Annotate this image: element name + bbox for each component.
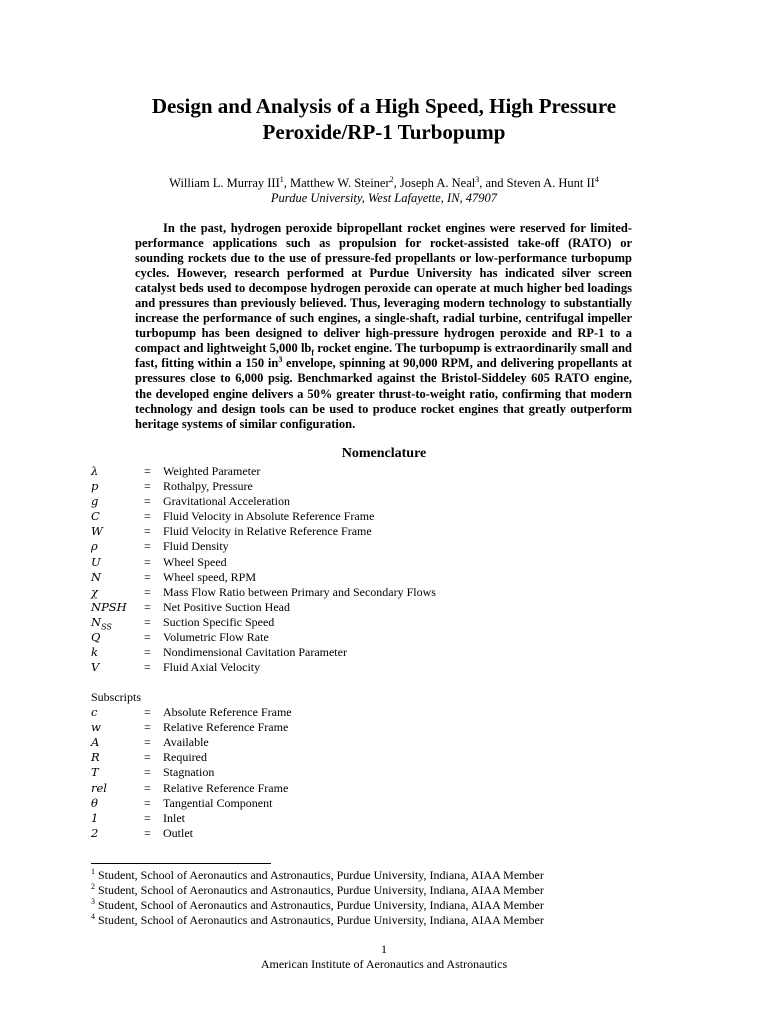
symbol [91,464,98,479]
footnote [91,913,544,928]
title-line-1: Design and Analysis of a High Speed, High Pressure [151,94,617,118]
definition: Wheel speed, RPM [163,569,256,584]
equals-sign: = [144,765,151,780]
footnotes [91,868,544,928]
equals-sign: = [144,720,151,735]
definition: Rothalpy, Pressure [163,479,253,494]
equals-sign: = [144,524,151,539]
nomenclature-row [91,555,631,570]
symbol-text: Q [91,630,101,645]
symbol [91,735,99,750]
author-footnote-mark: 4 [594,174,599,184]
abstract [135,221,632,432]
footnote [91,898,544,913]
abstract-text: envelope, spinning at 90,000 RPM, and delivering propellants at pressures close to 6,000 psig. Benchmarked against the Bristol-Siddeley 605 RATO engine, the developed engine delivers a 50% greater thrust-to-weight ratio, confirming that modern technology and design tools can be used to produce rocket engines that greatly outperform heritage systems of similar configuration. [135,356,632,431]
author-name: , Joseph A. Neal [393,176,476,190]
equals-sign: = [144,810,151,825]
symbol [91,796,98,811]
nomenclature-row [91,750,631,765]
definition: Wheel Speed [163,554,227,569]
abstract-subscript: f [311,348,315,358]
nomenclature-row [91,705,631,720]
page-number: 1 [381,942,387,956]
definition: Weighted Parameter [163,464,261,478]
nomenclature-row [91,811,631,826]
definition: Fluid Velocity in Absolute Reference Frame [163,509,375,524]
definition: Inlet [163,810,185,825]
symbol [91,570,101,585]
nomenclature-row [91,826,631,841]
author-list [0,176,768,191]
footnote-text: Student, School of Aeronautics and Astronautics, Purdue University, Indiana, AIAA Member [95,898,544,913]
symbol [91,615,112,630]
symbol-text: N [91,569,102,584]
symbol-text: ρ [91,539,98,554]
equals-sign: = [144,825,151,840]
abstract-text: In the past, hydrogen peroxide bipropellant rocket engines were reserved for limited-performance applications such as propulsion for rocket-assisted take-off (RATO) or sounding rockets due to the use of pressure-fed propellants or low-performance turbopump cycles. However, research performed at Purdue University has indicated silver screen catalyst beds used to decompose hydrogen peroxide can operate at much higher bed loadings and pressures than previously believed. Thus, leveraging modern technology to substantially increase the performance of such engines, a single-shaft, radial turbine, centrifugal impeller turbopump has been designed to deliver high-pressure hydrogen peroxide and RP-1 to a compact and lightweight 5,000 lb [135,221,632,356]
definition: Fluid Axial Velocity [163,660,261,675]
author-name: , and Steven A. Hunt II [479,176,595,190]
symbol [91,750,100,765]
paper-title [0,93,768,145]
symbol-text: 2 [91,825,99,840]
nomenclature-row [91,796,631,811]
symbol-text: k [91,645,98,660]
nomenclature-row [91,585,631,600]
nomenclature-row [91,464,631,479]
page-footer [0,942,768,972]
symbol-text: T [91,765,99,780]
symbol-text: NPSH [91,599,127,614]
definition: Volumetric Flow Rate [163,630,269,645]
author-block [0,176,768,206]
author-footnote-mark: 2 [389,174,394,184]
author-name: William L. Murray III [169,176,280,190]
symbol [91,811,98,826]
footnote [91,868,544,883]
symbol-text: W [91,524,103,539]
nomenclature-list [91,464,631,675]
symbol [91,600,127,615]
equals-sign: = [144,630,151,645]
equals-sign: = [144,645,151,660]
equals-sign: = [144,795,151,810]
nomenclature-row [91,570,631,585]
footnote [91,883,544,898]
title-line-2: Peroxide/RP-1 Turbopump [262,120,506,144]
symbol-text: rel [91,780,107,795]
symbol [91,705,97,720]
symbol [91,479,98,494]
symbol-text: λ [91,464,99,478]
nomenclature-row [91,660,631,675]
symbol [91,555,101,570]
footnote-mark: 4 [91,912,95,922]
equals-sign: = [144,494,151,509]
symbol-text: C [91,509,100,524]
equals-sign: = [144,464,151,478]
nomenclature-row [91,494,631,509]
nomenclature-row [91,735,631,750]
symbol [91,509,100,524]
definition: Absolute Reference Frame [163,705,292,720]
equals-sign: = [144,735,151,750]
symbol-text: θ [91,795,98,810]
publisher-line: American Institute of Aeronautics and Astronautics [260,957,508,971]
symbol [91,539,98,554]
equals-sign: = [144,614,151,629]
equals-sign: = [144,539,151,554]
abstract-text: rocket engine. The turbopump is extraordinarily small and fast, fitting within a 150 in [135,341,632,371]
symbol-text: p [91,479,99,494]
nomenclature-row [91,645,631,660]
symbol-text: A [91,735,100,750]
footnote-mark: 2 [91,882,95,892]
symbol [91,720,101,735]
symbol [91,585,98,600]
nomenclature-row [91,781,631,796]
equals-sign: = [144,705,151,720]
symbol-text: w [91,720,101,735]
equals-sign: = [144,780,151,795]
definition: Suction Specific Speed [163,614,275,629]
author-footnote-mark: 3 [475,174,480,184]
symbol [91,494,98,509]
definition: Outlet [163,825,193,840]
symbol [91,524,103,539]
nomenclature-row [91,615,631,630]
affiliation: Purdue University, West Lafayette, IN, 47907 [270,191,498,205]
nomenclature-row [91,600,631,615]
subscripts-list [91,705,631,841]
symbol [91,630,100,645]
equals-sign: = [144,509,151,524]
footnote-divider [91,863,271,864]
footnote-mark: 3 [91,897,95,907]
equals-sign: = [144,599,151,614]
symbol [91,765,99,780]
footnote-text: Student, School of Aeronautics and Astronautics, Purdue University, Indiana, AIAA Member [95,868,544,882]
symbol [91,660,99,675]
definition: Relative Reference Frame [163,780,289,795]
footnote-text: Student, School of Aeronautics and Astronautics, Purdue University, Indiana, AIAA Member [95,883,544,898]
subscripts-heading: Subscripts [91,690,142,704]
equals-sign: = [144,554,151,569]
definition: Available [163,735,209,750]
nomenclature-row [91,539,631,554]
symbol-text: V [91,660,100,675]
definition: Gravitational Acceleration [163,494,290,509]
definition: Stagnation [163,765,215,780]
definition: Mass Flow Ratio between Primary and Secondary Flows [163,584,436,599]
symbol [91,826,98,841]
symbol-text: g [91,494,99,509]
equals-sign: = [144,750,151,765]
symbol-text: N [91,614,102,629]
author-name: , Matthew W. Steiner [283,176,390,190]
symbol [91,645,98,660]
subscripts-section [91,690,631,841]
nomenclature-row [91,630,631,645]
definition: Nondimensional Cavitation Parameter [163,645,347,660]
nomenclature-row [91,479,631,494]
symbol-text: 1 [91,810,99,825]
symbol-text: U [91,554,101,569]
nomenclature-row [91,765,631,780]
footnote-mark: 1 [91,867,95,876]
symbol-subscript: SS [101,622,112,632]
nomenclature-row [91,720,631,735]
equals-sign: = [144,569,151,584]
equals-sign: = [144,584,151,599]
author-footnote-mark: 1 [279,174,284,184]
nomenclature-row [91,509,631,524]
definition: Net Positive Suction Head [163,599,290,614]
nomenclature-heading: Nomenclature [341,446,427,461]
equals-sign: = [144,660,151,675]
symbol-text: c [91,705,98,720]
symbol-text: χ [91,584,98,599]
nomenclature-row [91,524,631,539]
footnote-text: Student, School of Aeronautics and Astronautics, Purdue University, Indiana, AIAA Member [95,913,544,928]
definition: Fluid Density [163,539,229,554]
symbol-text: R [91,750,100,765]
definition: Fluid Velocity in Relative Reference Frame [163,524,372,539]
definition: Tangential Component [163,795,273,810]
definition: Relative Reference Frame [163,720,289,735]
abstract-superscript: 3 [278,355,283,365]
symbol [91,781,107,796]
definition: Required [163,750,207,765]
equals-sign: = [144,479,151,494]
